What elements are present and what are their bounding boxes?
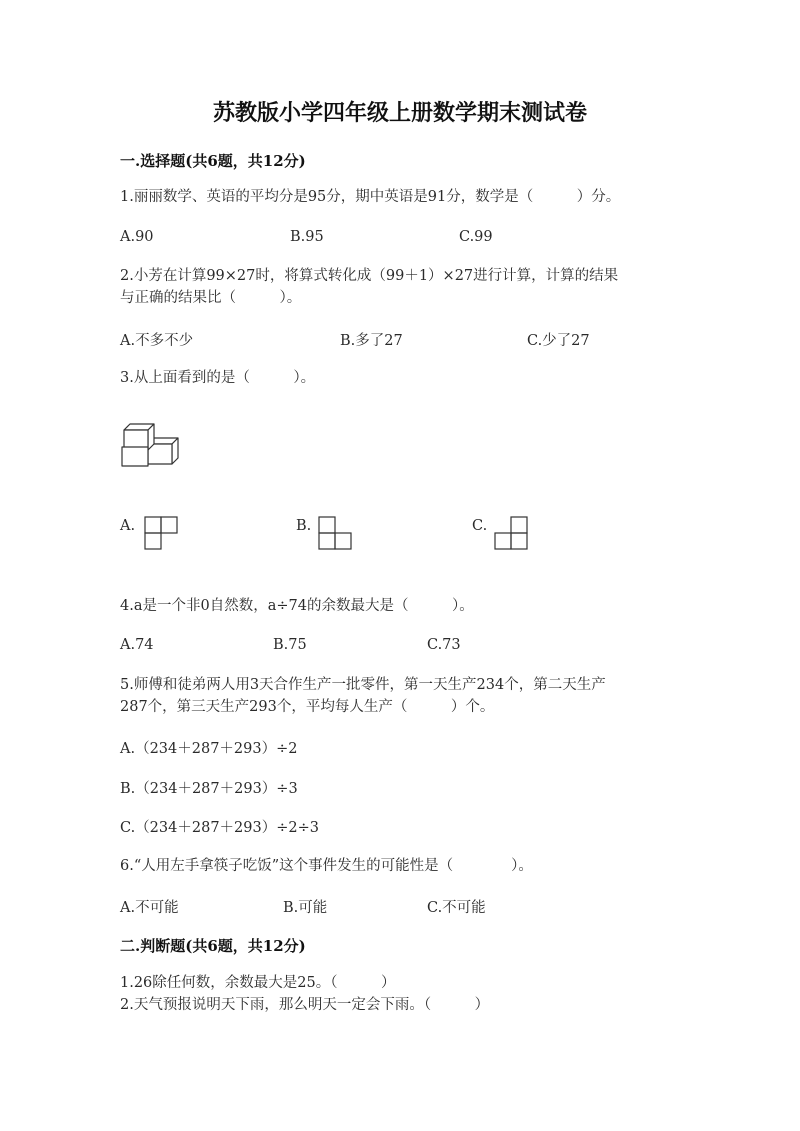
question-4: 4.a是一个非0自然数，a÷74的余数最大是（ ）。 — [120, 598, 474, 614]
q3-option-b: B. — [296, 518, 312, 534]
q2-option-c: C.少了27 — [527, 333, 590, 349]
q3-option-c: C. — [472, 518, 488, 534]
section-heading-judgement: 二.判断题(共6题，共12分) — [120, 937, 306, 955]
q1-option-a: A.90 — [120, 229, 154, 245]
q4-option-c: C.73 — [427, 637, 461, 653]
q6-option-c: C.不可能 — [427, 900, 486, 916]
judgement-1: 1.26除任何数，余数最大是25。（ ） — [120, 975, 396, 991]
question-3: 3.从上面看到的是（ ）。 — [120, 370, 316, 386]
q3-option-b-view — [318, 516, 352, 550]
question-2-line-2: 与正确的结果比（ ）。 — [120, 290, 302, 306]
question-5-line-2: 287个，第三天生产293个，平均每人生产（ ）个。 — [120, 699, 495, 715]
q1-option-b: B.95 — [290, 229, 324, 245]
q4-option-a: A.74 — [120, 637, 154, 653]
q3-option-a-view — [144, 516, 178, 550]
q1-option-c: C.99 — [459, 229, 493, 245]
q6-option-a: A.不可能 — [120, 900, 179, 916]
question-6: 6.“人用左手拿筷子吃饭”这个事件发生的可能性是（ ）。 — [120, 858, 533, 874]
q5-option-a: A.（234＋287＋293）÷2 — [120, 741, 298, 757]
cube-stack-figure — [120, 420, 180, 468]
q6-option-b: B.可能 — [283, 900, 328, 916]
judgement-2: 2.天气预报说明天下雨，那么明天一定会下雨。（ ） — [120, 997, 490, 1013]
section-heading-choice: 一.选择题(共6题，共12分) — [120, 152, 306, 170]
q5-option-c: C.（234＋287＋293）÷2÷3 — [120, 820, 319, 836]
question-5-line-1: 5.师傅和徒弟两人用3天合作生产一批零件，第一天生产234个，第二天生产 — [120, 677, 606, 693]
question-1: 1.丽丽数学、英语的平均分是95分，期中英语是91分，数学是（ ）分。 — [120, 189, 621, 205]
q4-option-b: B.75 — [273, 637, 307, 653]
q2-option-a: A.不多不少 — [120, 333, 194, 349]
page-title: 苏教版小学四年级上册数学期末测试卷 — [212, 100, 587, 126]
question-2-line-1: 2.小芳在计算99×27时，将算式转化成（99＋1）×27进行计算，计算的结果 — [120, 268, 619, 284]
q3-option-a: A. — [120, 518, 136, 534]
q2-option-b: B.多了27 — [340, 333, 403, 349]
q5-option-b: B.（234＋287＋293）÷3 — [120, 781, 298, 797]
q3-option-c-view — [494, 516, 528, 550]
